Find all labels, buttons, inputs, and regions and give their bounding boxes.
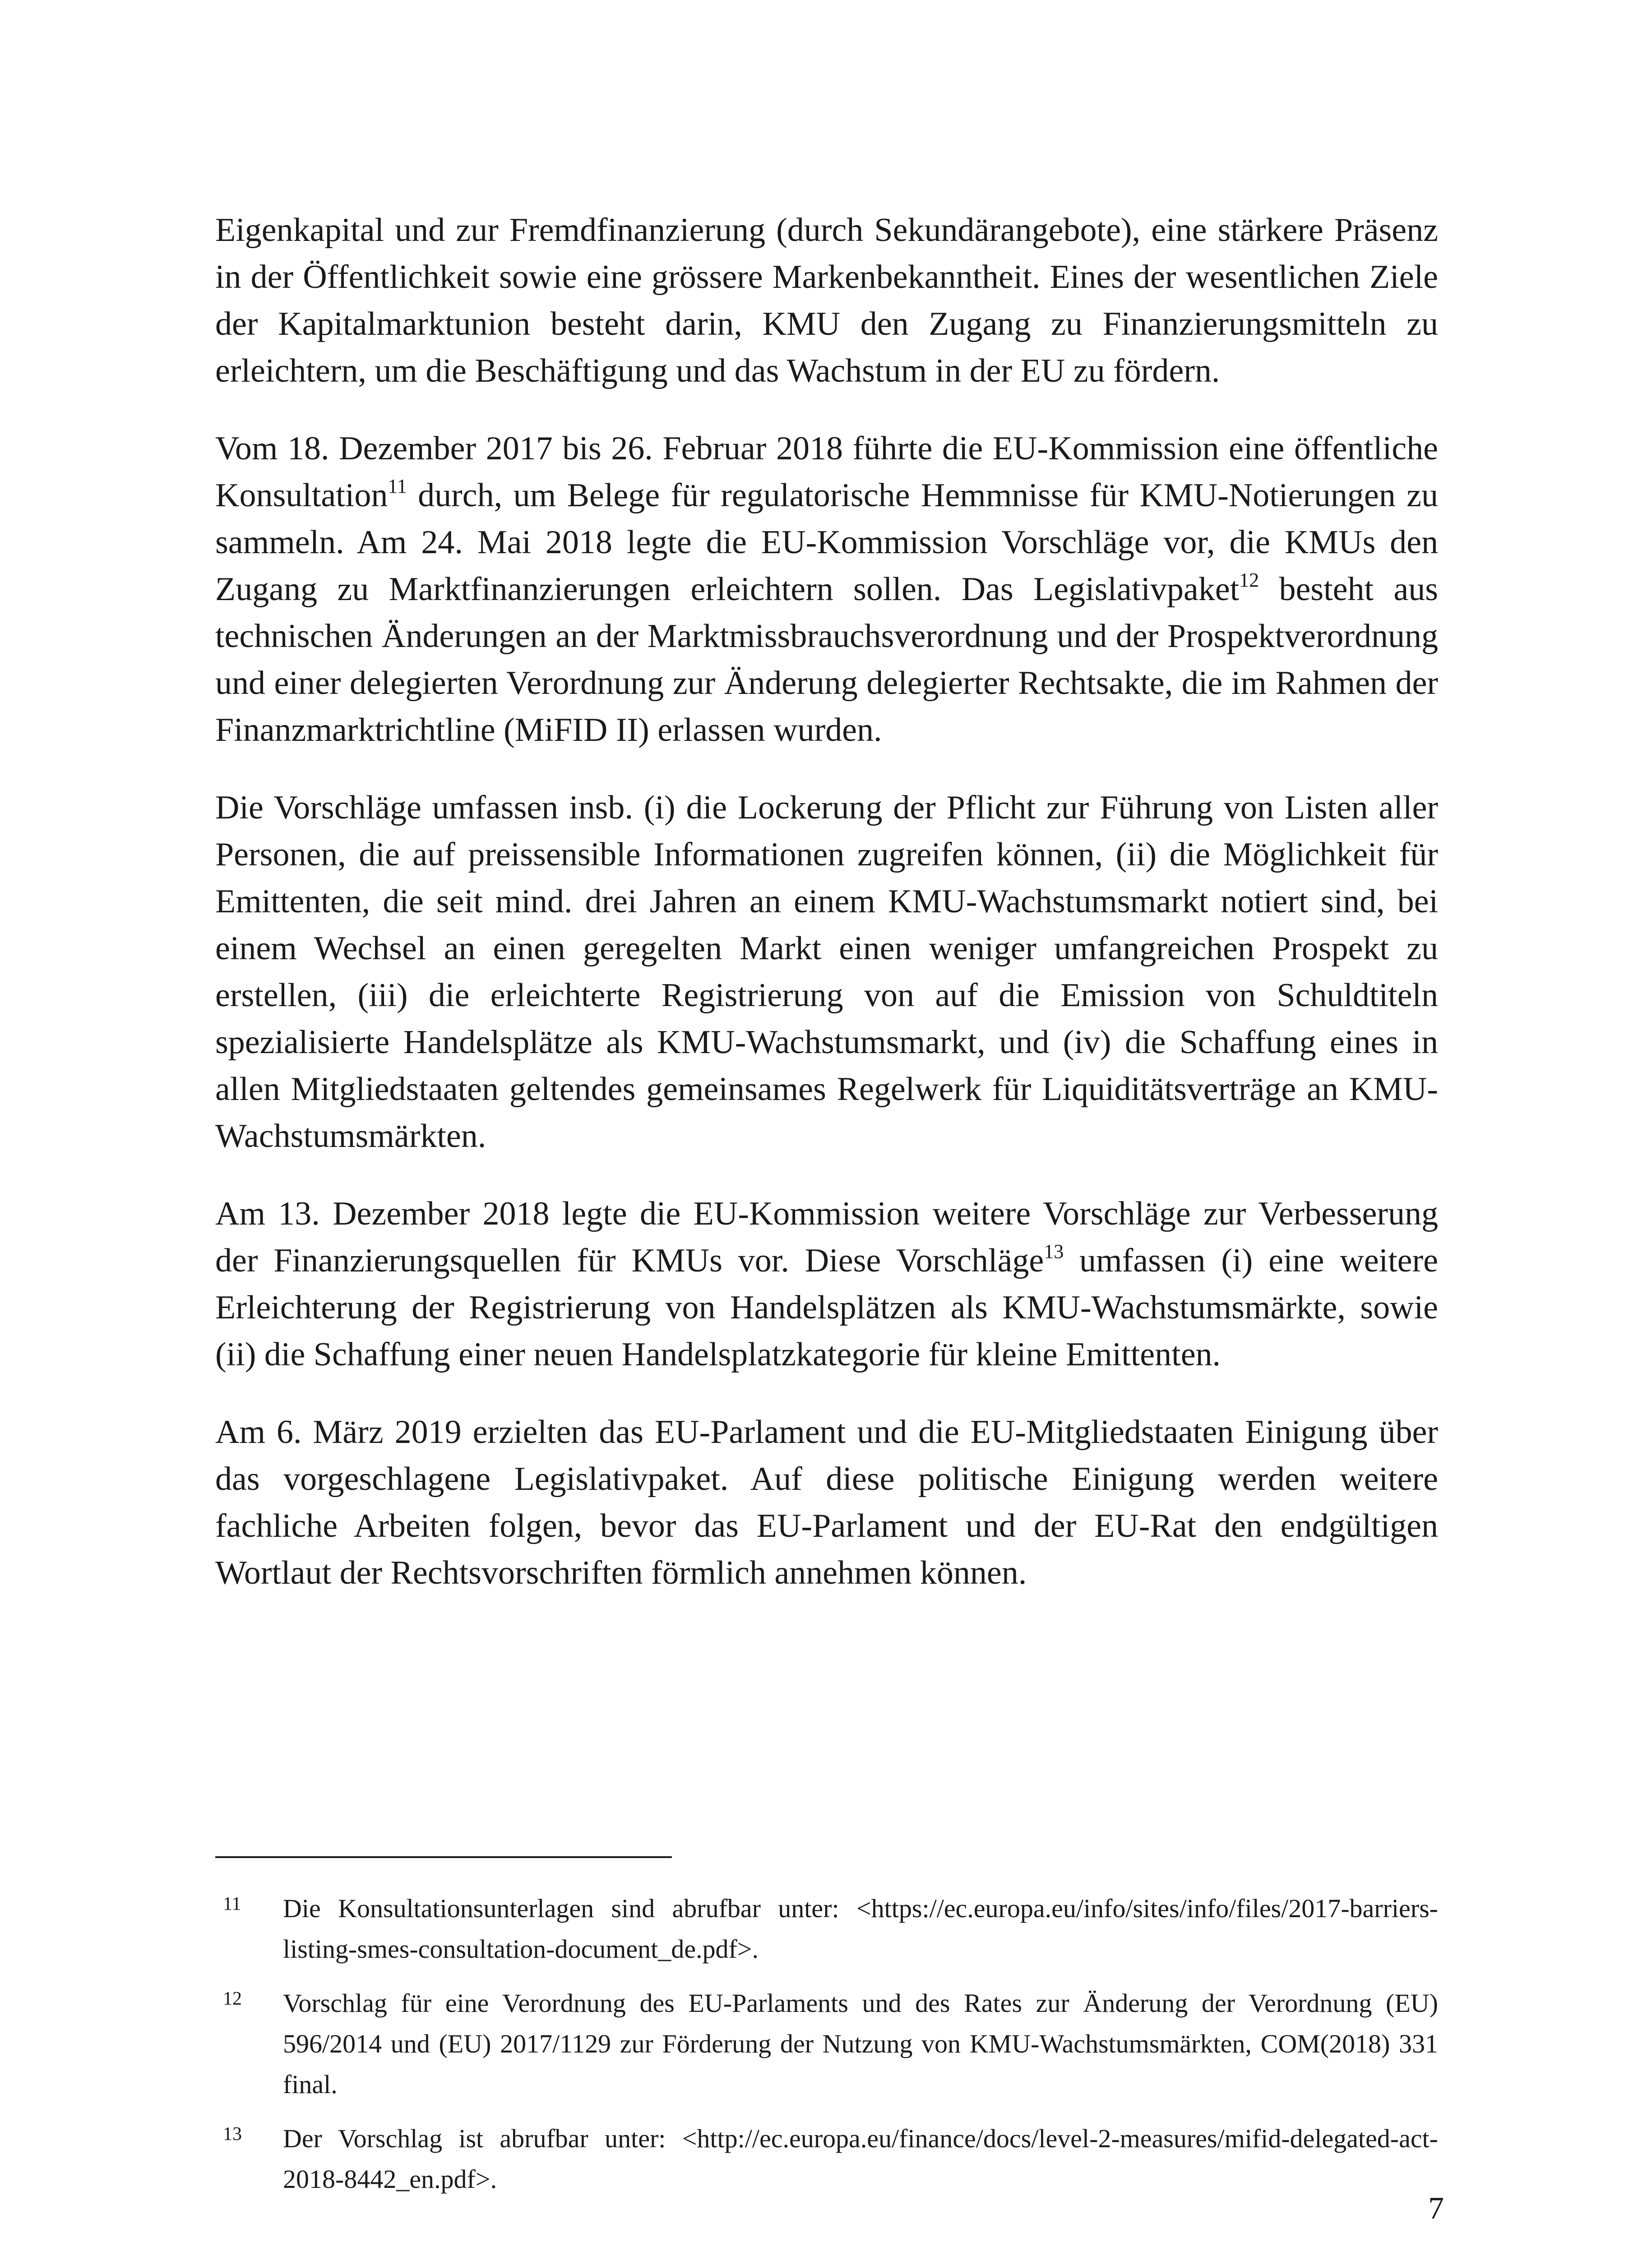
paragraph-4-part-1: Am 13. Dezember 2018 legte die EU-Kommission weitere Vorschläge zur Verbesserung der Finanzierungsquellen für KMUs vor. Diese Vorschläge <box>215 1195 1438 1279</box>
footnote-number: 11 <box>223 1894 241 1914</box>
footnote-reference-12[interactable]: 12 <box>1239 569 1259 591</box>
paragraph-1 <box>215 207 1438 394</box>
paragraph-5-text: Am 6. März 2019 erzielten das EU-Parlament und die EU-Mitgliedstaaten Einigung über das vorgeschlagene Legislativpaket. Auf diese politische Einigung werden weitere fachliche Arbeiten folgen, bevor das EU-Parlament und der EU-Rat den endgültigen Wortlaut der Rechtsvorschriften förmlich annehmen können. <box>215 1414 1438 1591</box>
paragraph-4 <box>215 1190 1438 1378</box>
paragraph-2 <box>215 425 1438 754</box>
footnotes <box>215 1888 1438 2213</box>
footnote-number: 13 <box>223 2124 242 2145</box>
paragraph-2-part-3: besteht aus technischen Änderungen an der Marktmissbrauchsverordnung und der Prospektverordnung und einer delegierten Verordnung zur Änderung delegierter Rechtsakte, die im Rahmen der Finanzmarktrichtline (MiFID II) erlassen wurden. <box>215 571 1438 749</box>
footnote-11 <box>215 1888 1438 1969</box>
paragraph-3-text: Die Vorschläge umfassen insb. (i) die Lockerung der Pflicht zur Führung von Listen aller Personen, die auf preissensible Informationen zugreifen können, (ii) die Möglichkeit für Emittenten, die seit mind. drei Jahren an einem KMU-Wachstumsmarkt notiert sind, bei einem Wechsel an einen geregelten Markt einen weniger umfangreichen Prospekt zu erstellen, (iii) die erleichterte Registrierung von auf die Emission von Schuldtiteln spezialisierte Handelsplätze als KMU-Wachstumsmarkt, und (iv) die Schaffung eines in allen Mitgliedstaaten geltendes gemeinsames Regelwerk für Liquiditätsverträge an KMU-Wachstumsmärkten. <box>215 789 1438 1155</box>
footnote-13 <box>215 2118 1438 2200</box>
paragraph-1-text: Eigenkapital und zur Fremdfinanzierung (durch Sekundärangebote), eine stärkere Präsenz in der Öffentlichkeit sowie eine grössere Markenbekanntheit. Eines der wesentlichen Ziele der Kapitalmarktunion besteht darin, KMU den Zugang zu Finanzierungsmitteln zu erleichtern, um die Beschäftigung und das Wachstum in der EU zu fördern. <box>215 212 1438 389</box>
footnote-12 <box>215 1983 1438 2105</box>
body-text <box>215 207 1438 1627</box>
footnote-text: Vorschlag für eine Verordnung des EU-Parlaments und des Rates zur Änderung der Verordnung (EU) 596/2014 und (EU) 2017/1129 zur Förderung der Nutzung von KMU-Wachstumsmärkten, COM(2018) 331 final. <box>283 1988 1438 2099</box>
footnote-reference-13[interactable]: 13 <box>1044 1240 1064 1262</box>
paragraph-3 <box>215 784 1438 1160</box>
paragraph-5 <box>215 1409 1438 1596</box>
paragraph-2-part-1: Vom 18. Dezember 2017 bis 26. Februar 2018 führte die EU-Kommission eine öffentliche Konsultation <box>215 430 1438 514</box>
footnote-text: Der Vorschlag ist abrufbar unter: <http://ec.europa.eu/finance/docs/level-2-measures/mifid-delegated-act-2018-8442_en.pdf>. <box>283 2124 1438 2194</box>
footnote-separator <box>215 1856 672 1858</box>
paragraph-4-part-2: umfassen (i) eine weitere Erleichterung der Registrierung von Handelsplätzen als KMU-Wachstumsmärkte, sowie (ii) die Schaffung einer neuen Handelsplatzkategorie für kleine Emittenten. <box>215 1242 1438 1373</box>
paragraph-2-part-2: durch, um Belege für regulatorische Hemmnisse für KMU-Notierungen zu sammeln. Am 24. Mai 2018 legte die EU-Kommission Vorschläge vor, die KMUs den Zugang zu Marktfinanzierungen erleichtern sollen. Das Legislativpaket <box>215 477 1438 608</box>
footnote-text: Die Konsultationsunterlagen sind abrufbar unter: <https://ec.europa.eu/info/sites/info/files/2017-barriers-listing-smes-consultation-document_de.pdf>. <box>283 1894 1438 1964</box>
footnote-reference-11[interactable]: 11 <box>388 475 407 497</box>
footnote-number: 12 <box>223 1988 242 2009</box>
page-number: 7 <box>1428 2191 1444 2226</box>
